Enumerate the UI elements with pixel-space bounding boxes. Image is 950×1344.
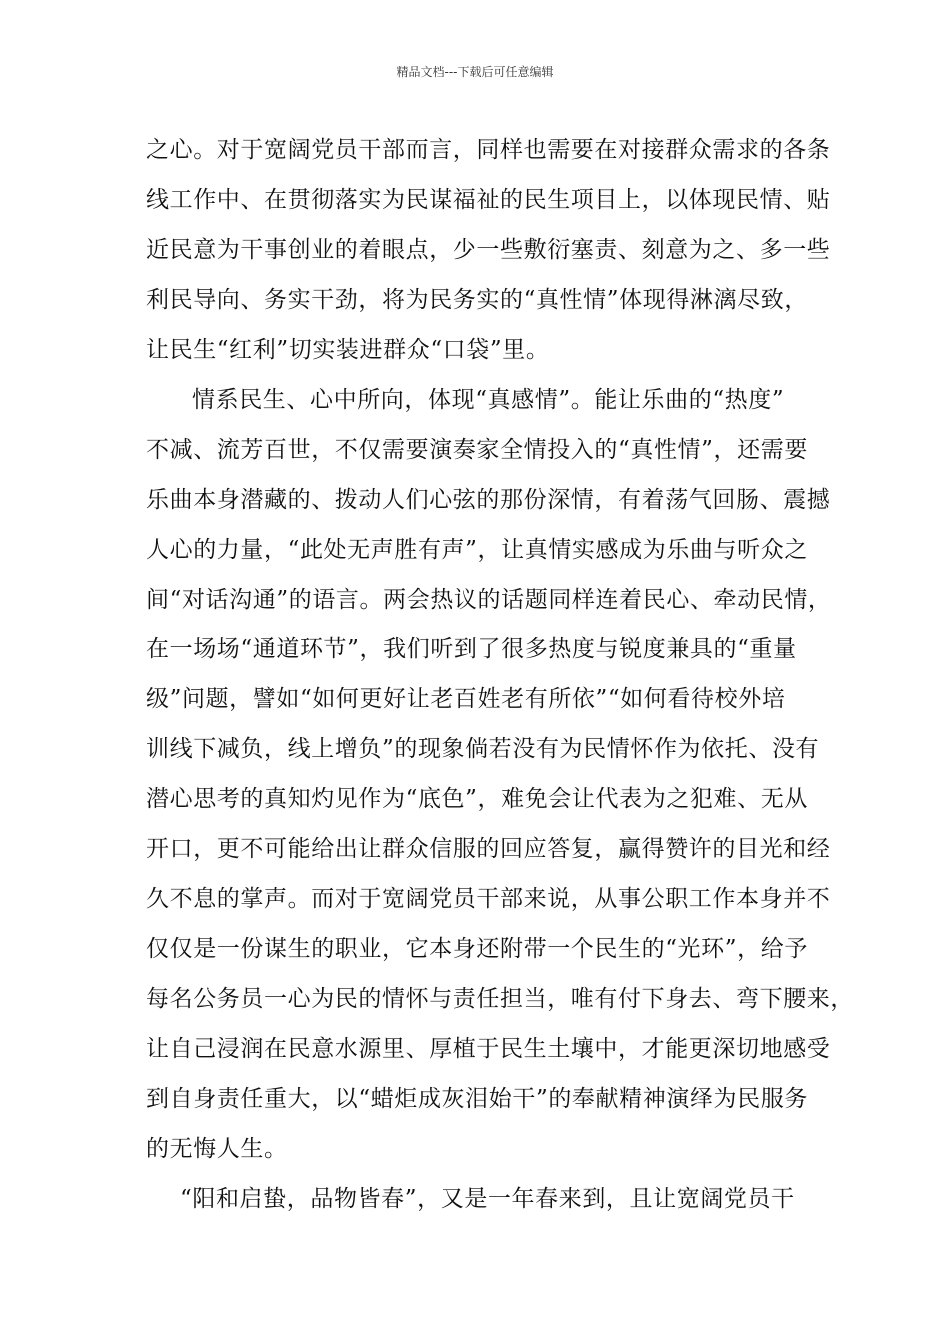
text-line: 训线下减负，线上增负”的现象倘若没有为民情怀作为依托、没有 [146,736,820,762]
text-line: 仅仅是一份谋生的职业，它本身还附带一个民生的“光环”，给予 [146,936,808,962]
page-header: 精品文档---下载后可任意编辑 [396,65,554,79]
text-line: 人心的力量，“此处无声胜有声”，让真情实感成为乐曲与听众之 [146,537,808,563]
text-line: 开口，更不可能给出让群众信服的回应答复，赢得赞许的目光和经 [146,836,831,862]
text-line: 利民导向、务实干劲，将为民务实的“真性情”体现得淋漓尽致， [146,287,808,313]
text-line: 近民意为干事创业的着眼点，少一些敷衍塞责、刻意为之、多一些 [146,237,831,263]
text-line: 之心。对于宽阔党员干部而言，同样也需要在对接群众需求的各条 [146,137,831,163]
text-line: 潜心思考的真知灼见作为“底色”，难免会让代表为之犯难、无从 [146,786,808,812]
text-line: 让自己浸润在民意水源里、厚植于民生土壤中，才能更深切地感受 [146,1036,831,1062]
text-line: 的无悔人生。 [146,1136,288,1162]
text-line: 到自身责任重大，以“蜡炬成灰泪始干”的奉献精神演绎为民服务 [146,1086,808,1112]
text-line: 让民生“红利”切实装进群众“口袋”里。 [146,337,550,363]
text-line: 久不息的掌声。而对于宽阔党员干部来说，从事公职工作本身并不 [146,886,831,912]
text-line: 在一场场“通道环节”，我们听到了很多热度与锐度兼具的“重量 [146,636,797,662]
text-line: 线工作中、在贯彻落实为民谋福祉的民生项目上，以体现民情、贴 [146,187,831,213]
text-line: 级”问题，譬如“如何更好让老百姓老有所依”“如何看待校外培 [146,686,786,712]
text-line: 每名公务员一心为民的情怀与责任担当，唯有付下身去、弯下腰来， [146,986,854,1012]
text-line: 间“对话沟通”的语言。两会热议的话题同样连着民心、牵动民情， [146,587,832,613]
paragraph-first-line: “阳和启蛰，品物皆春”，又是一年春来到，且让宽阔党员干 [180,1186,795,1212]
text-line: 乐曲本身潜藏的、拨动人们心弦的那份深情，有着荡气回肠、震撼 [146,487,831,513]
paragraph-first-line: 情系民生、心中所向，体现“真感情”。能让乐曲的“热度” [192,387,785,413]
text-line: 不减、流芳百世，不仅需要演奏家全情投入的“真性情”，还需要 [146,437,808,463]
